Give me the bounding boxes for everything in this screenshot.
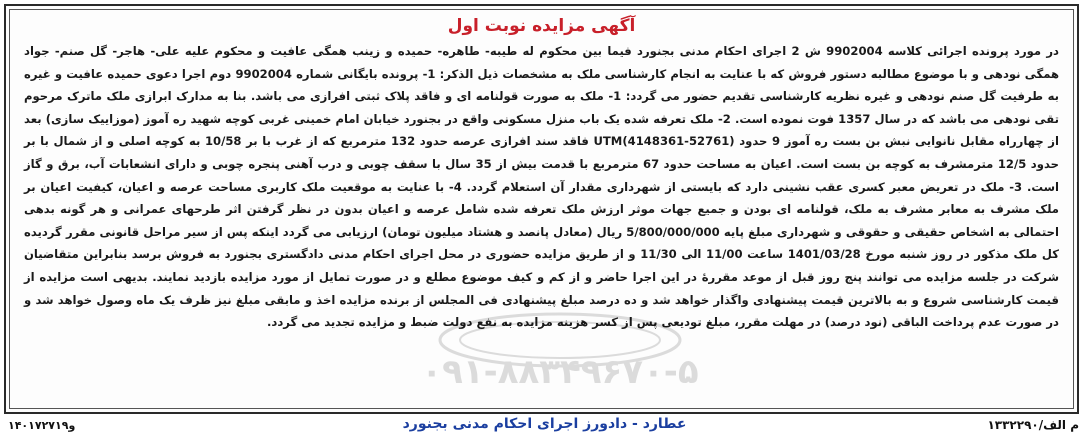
auction-notice [4,4,1079,414]
reference-code: م الف/۱۳۳۲۲۹۰ [987,418,1079,432]
signature-line: عطارد - دادورز اجرای احکام مدنی بجنورد [402,416,687,432]
issue-code: ۱۴۰۱۷۲۷۱۹و [8,419,76,432]
watermark-phone: ۰۹۱-۸۸۳۴۹۶۷۰-۵ [421,352,699,392]
notice-title: آگهی مزایده نوبت اول [447,16,636,36]
notice-footer [0,416,1089,438]
notice-inner-border [9,9,1074,409]
notice-body: در مورد پرونده اجرائی کلاسه 9902004 ش 2 اجرای احکام مدنی بجنورد فیما بین محکوم له طیبه- طاهره- حمیده و زینب همگی عافیت و محکوم علیه علی- هاجر- گل صنم- جواد همگی نودهی و با موضوع مطالبه دستور فروش که با عنایت به انجام کارشناسی ملک به مشخصات ذیل الذکر: 1- پرونده بایگانی شماره 9902004 دوم اجرا دعوی حمیده عافیت و غیره به طرفیت گل صنم نودهی و غیره نظریه کارشناسی تقدیم حضور می گردد: 1- ملک به صورت قولنامه ای و فاقد پلاک ثبتی افرازی می باشد. بنا به مدارک ابرازی ملک ماترک مرحوم تقی نودهی می باشد که در سال 1357 فوت نموده است. 2- ملک تعرفه شده یک باب منزل مسکونی واقع در بجنورد خیابان امام خمینی غربی کوچه شهید ره آموز (موزاییک سازی) بعد از چهارراه مقابل نانوایی نبش بن بست ره آموز 9 حدود (52761-4148361)UTM فاقد سند افرازی عرصه حدود 132 مترمربع که از غرب با بر 10/58 به کوچه اصلی و از شمال با بر حدود 12/5 مترمشرف به کوچه بن بست است. اعیان به مساحت حدود 67 مترمربع با قدمت بیش از 35 سال با سقف چوبی و درب آهنی پنجره چوبی و دارای انشعابات آب، برق و گاز است. 3- ملک در تعریض معبر کسری عقب نشینی دارد که بایستی از شهرداری مقدار آن استعلام گردد. 4- با عنایت به موقعیت ملک کاربری مساحت عرصه و اعیان، کیفیت اعیان بر ملک مشرف به معابر مشرف به ملک، قولنامه ای بودن و جمیع جهات موثر ارزش ملک تعرفه شده شامل عرصه و اعیان بدون در نظر گرفتن اثر طرحهای عمرانی و هر گونه بدهی احتمالی به اشخاص حقیقی و حقوقی و شهرداری مبلغ پایه 5/800/000/000 ریال (معادل پانصد و هشتاد میلیون تومان) ارزیابی می گردد اینکه پس از سیر مراحل قانونی مقرر گردیده کل ملک مذکور در روز شنبه مورخ 1401/03/28 ساعت 11/00 الی 11/30 و از طریق مزایده حضوری در محل اجرای احکام مدنی دادگستری بجنورد به فروش برسد بنابراین متقاضیان شرکت در جلسه مزایده می توانند پنج روز قبل از موعد مقررهٔ در این اجرا حاضر و از کم و کیف موضوع مطلع و در صورت تمایل از مورد مزایده بازدید نمایند. بدیهی است مزایده از قیمت کارشناسی شروع و به بالاترین قیمت پیشنهادی واگذار خواهد شد و ده درصد مبلغ پیشنهادی فی المجلس از برنده مزایده اخذ و مابقی مبلغ نیز ظرف یک ماه وصول خواهد شد و در صورت عدم پرداخت الباقی (نود درصد) در مهلت مقرر، مبلغ تودیعی پس از کسر هزینه مزایده به نفع دولت ضبط و مزایده تجدید می گردد. [24,44,1060,330]
